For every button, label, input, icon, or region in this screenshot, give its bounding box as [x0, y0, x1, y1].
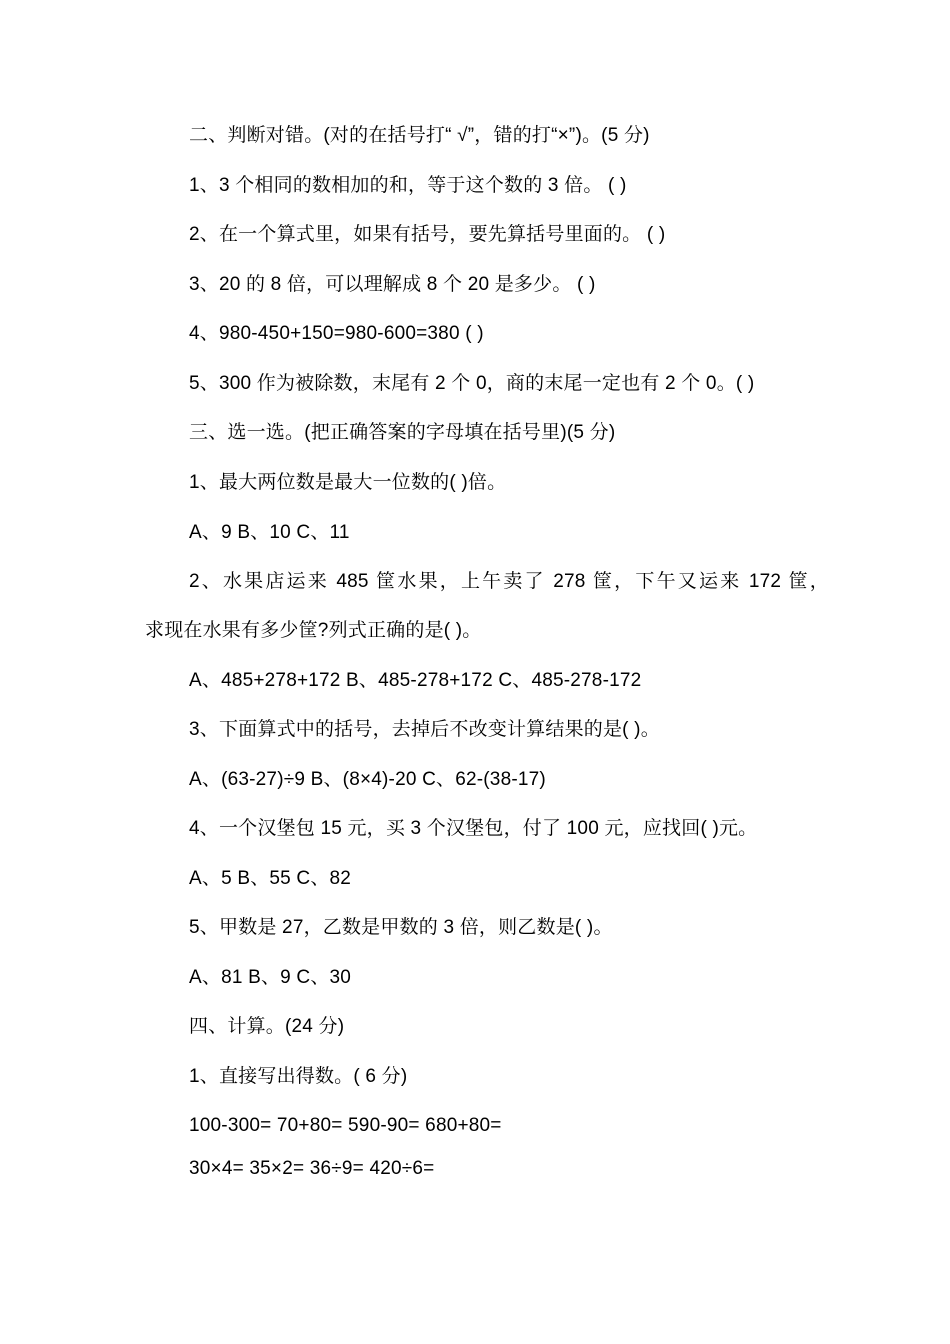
choose-question-4-options: A、5 B、55 C、82	[189, 868, 352, 889]
choose-question-2-line-1: 2、水果店运来 485 筐水果，上午卖了 278 筐，下午又运来 172 筐，	[189, 571, 829, 592]
choose-question-5-options: A、81 B、9 C、30	[189, 967, 352, 988]
calc-section-heading: 四、计算。(24 分)	[189, 1016, 345, 1037]
calc-row-1: 100-300= 70+80= 590-90= 680+80=	[189, 1115, 502, 1136]
calc-row-2: 30×4= 35×2= 36÷9= 420÷6=	[189, 1158, 435, 1179]
judge-item-5: 5、300 作为被除数，末尾有 2 个 0，商的末尾一定也有 2 个 0。( )	[189, 373, 755, 394]
choose-question-2-line-2: 求现在水果有多少筐?列式正确的是( )。	[145, 620, 482, 641]
judge-item-3: 3、20 的 8 倍，可以理解成 8 个 20 是多少。 ( )	[189, 274, 596, 295]
choose-section-heading: 三、选一选。(把正确答案的字母填在括号里)(5 分)	[189, 422, 616, 443]
judge-item-1: 1、3 个相同的数相加的和，等于这个数的 3 倍。 ( )	[189, 175, 627, 196]
choose-question-1-options: A、9 B、10 C、11	[189, 522, 350, 543]
judge-section-heading: 二、判断对错。(对的在括号打“ √”，错的打“×”)。(5 分)	[189, 125, 650, 146]
choose-question-3: 3、下面算式中的括号，去掉后不改变计算结果的是( )。	[189, 719, 660, 740]
choose-question-1: 1、最大两位数是最大一位数的( )倍。	[189, 472, 507, 493]
choose-question-5: 5、甲数是 27，乙数是甲数的 3 倍，则乙数是( )。	[189, 917, 613, 938]
judge-item-4: 4、980-450+150=980-600=380 ( )	[189, 323, 484, 344]
judge-item-2: 2、在一个算式里，如果有括号，要先算括号里面的。 ( )	[189, 224, 666, 245]
choose-question-3-options: A、(63-27)÷9 B、(8×4)-20 C、62-(38-17)	[189, 769, 546, 790]
calc-subsection-1: 1、直接写出得数。( 6 分)	[189, 1066, 408, 1087]
choose-question-4: 4、一个汉堡包 15 元，买 3 个汉堡包，付了 100 元，应找回( )元。	[189, 818, 758, 839]
choose-question-2-options: A、485+278+172 B、485-278+172 C、485-278-172	[189, 670, 642, 691]
